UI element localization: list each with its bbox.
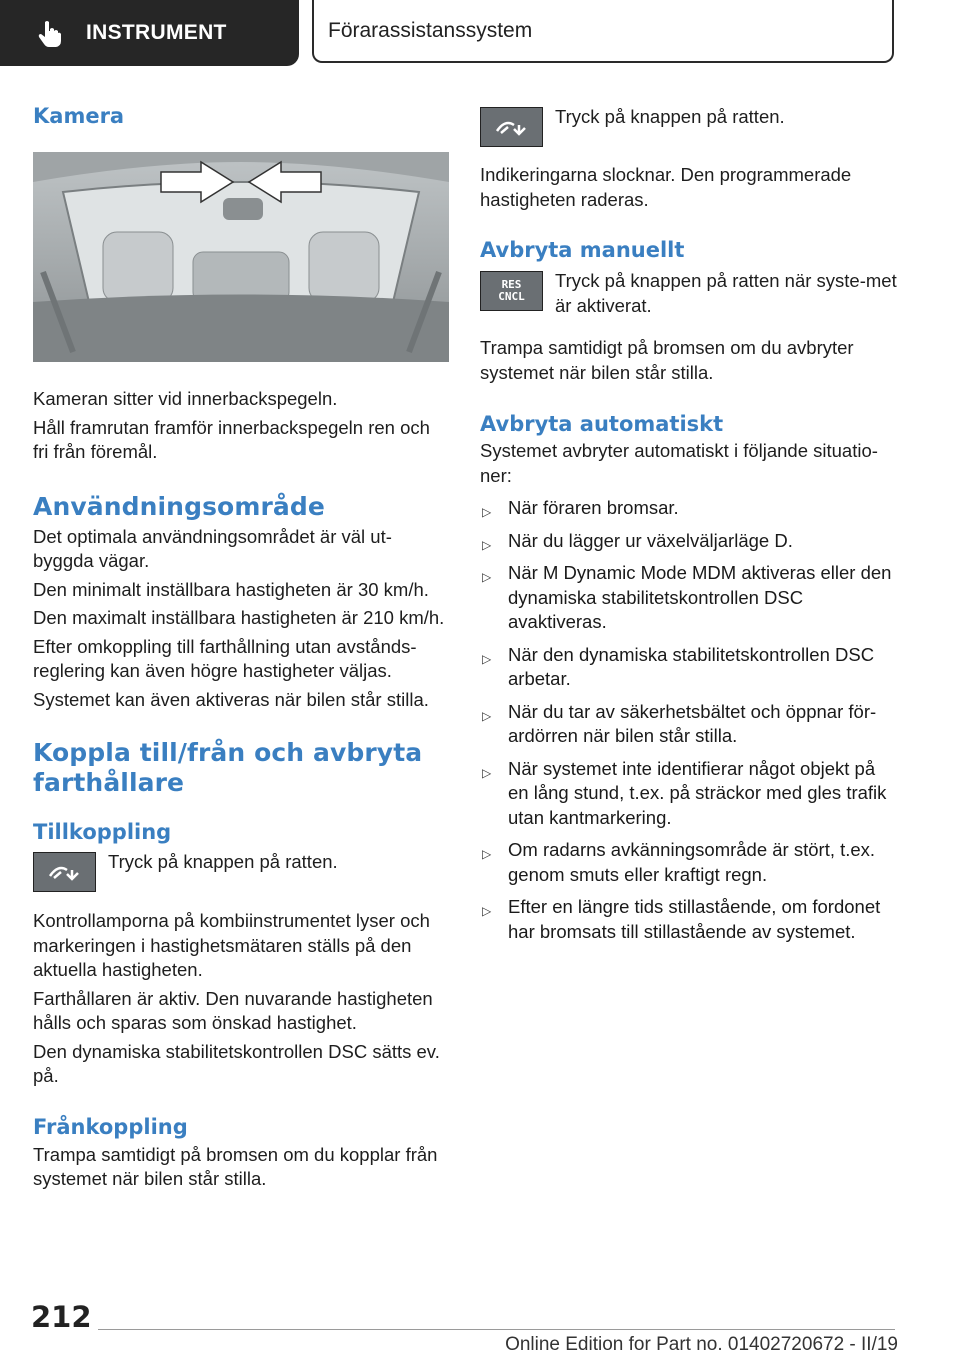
indicator-text: Indikeringarna slocknar. Den programmerade hastigheten raderas. — [480, 164, 852, 210]
res-label: RES — [501, 278, 522, 291]
switch-on-instruction — [33, 850, 449, 892]
auto-cancel-intro: Systemet avbryter automatiskt i följande situatio-ner: — [480, 440, 878, 486]
switch-on-heading: Tillkoppling — [33, 820, 172, 844]
triangle-right-icon: ▷ — [482, 537, 492, 552]
list-item: ▷ När den dynamiska stabilitetskontrollen DSC arbetar. — [482, 643, 875, 689]
switch-on-text-2: Farthållaren är aktiv. Den nuvarande hastigheten hålls och sparas som önskad hastighet. — [33, 987, 433, 1033]
switch-off-heading: Frånkoppling — [33, 1114, 188, 1139]
switch-off-text: Trampa samtidigt på bromsen om du kopplar från systemet när bilen står stilla. — [33, 1143, 438, 1189]
camera-location-image — [33, 152, 449, 362]
page-number: 212 — [31, 1300, 92, 1334]
cncl-label: CNCL — [498, 290, 525, 303]
list-item: ▷ När M Dynamic Mode MDM aktiveras eller den dynamiska stabilitetskontrollen DSC avaktiveras. — [482, 562, 892, 632]
edition-text[interactable]: Online Edition for Part no. 01402720672 - II/19 — [505, 1334, 898, 1355]
right-column — [480, 96, 900, 944]
list-item: ▷ Om radarns avkänningsområde är stört, t.ex. genom smuts eller kraftigt regn. — [482, 839, 876, 885]
range-text-2: Den minimalt inställbara hastigheten är 30 km/h. — [33, 578, 429, 600]
range-text-3: Den maximalt inställbara hastigheten är 210 km/h. — [33, 607, 445, 628]
switch-on-text-3: Den dynamiska stabilitetskontrollen DSC sätts ev. på. — [33, 1040, 440, 1086]
manual-cancel-heading: Avbryta manuellt — [480, 238, 685, 262]
camera-text-2: Håll framrutan framför innerbackspegeln ren och fri från föremål. — [33, 416, 430, 462]
cruise-control-button-icon — [480, 107, 543, 147]
list-item: ▷ Efter en längre tids stillastående, om fordonet har bromsats till stillastående av systemet. — [482, 896, 881, 942]
list-item: ▷ När du tar av säkerhetsbältet och öppnar för-ardörren när bilen står stilla. — [482, 700, 877, 746]
switch-on-text-1: Kontrollamporna på kombiinstrumentet lyser och markeringen i hastighetsmätaren ställs på den aktuella hastigheten. — [33, 910, 430, 980]
page-header — [0, 0, 960, 66]
toggle-heading: Koppla till/från och avbryta farthållare — [33, 738, 423, 797]
section-tab[interactable] — [312, 0, 894, 63]
switch-off-button-text: Tryck på knappen på ratten. — [555, 106, 785, 127]
chapter-tab[interactable] — [0, 0, 299, 66]
left-column — [33, 96, 449, 1192]
list-item: ▷ När systemet inte identifierar något objekt på en lång stund, t.ex. på sträckor med gles trafik utan kantmarkering. — [482, 757, 887, 828]
triangle-right-icon: ▷ — [482, 505, 492, 519]
range-text-1: Det optimala användningsområdet är väl ut-byggda vägar. — [33, 525, 392, 571]
switch-on-text: Tryck på knappen på ratten. — [108, 851, 338, 872]
switch-off-instruction — [480, 105, 900, 147]
list-item: ▷ När föraren bromsar. — [480, 496, 900, 521]
list-item: ▷ När du lägger ur växelväljarläge D. — [480, 529, 900, 554]
triangle-right-icon: ▷ — [482, 651, 492, 666]
manual-cancel-text-2: Trampa samtidigt på bromsen om du avbryter systemet när bilen står stilla. — [480, 337, 854, 383]
auto-cancel-list — [480, 496, 900, 944]
triangle-right-icon: ▷ — [482, 847, 492, 861]
range-heading: Användningsområde — [33, 491, 325, 521]
range-text-5: Systemet kan även aktiveras när bilen står stilla. — [33, 688, 429, 710]
manual-cancel-instruction — [480, 269, 900, 318]
manual-cancel-text: Tryck på knappen på ratten när syste-met är aktiverat. — [555, 270, 897, 316]
triangle-right-icon: ▷ — [482, 708, 492, 723]
footer-divider — [98, 1329, 895, 1330]
triangle-right-icon: ▷ — [482, 570, 492, 584]
range-text-4: Efter omkoppling till farthållning utan avstånds-reglering kan även högre hastigheter väljas. — [33, 635, 417, 681]
cruise-control-button-icon — [33, 852, 96, 892]
section-title: Förarassistanssystem — [328, 18, 533, 42]
pointing-hand-icon — [36, 19, 64, 47]
auto-cancel-heading: Avbryta automatiskt — [480, 412, 724, 436]
chapter-title: INSTRUMENT — [86, 21, 227, 44]
res-cncl-button-icon — [480, 271, 543, 311]
camera-text-1: Kameran sitter vid innerbackspegeln. — [33, 388, 338, 409]
triangle-right-icon: ▷ — [482, 765, 492, 780]
triangle-right-icon: ▷ — [482, 904, 492, 918]
camera-heading: Kamera — [33, 104, 125, 128]
